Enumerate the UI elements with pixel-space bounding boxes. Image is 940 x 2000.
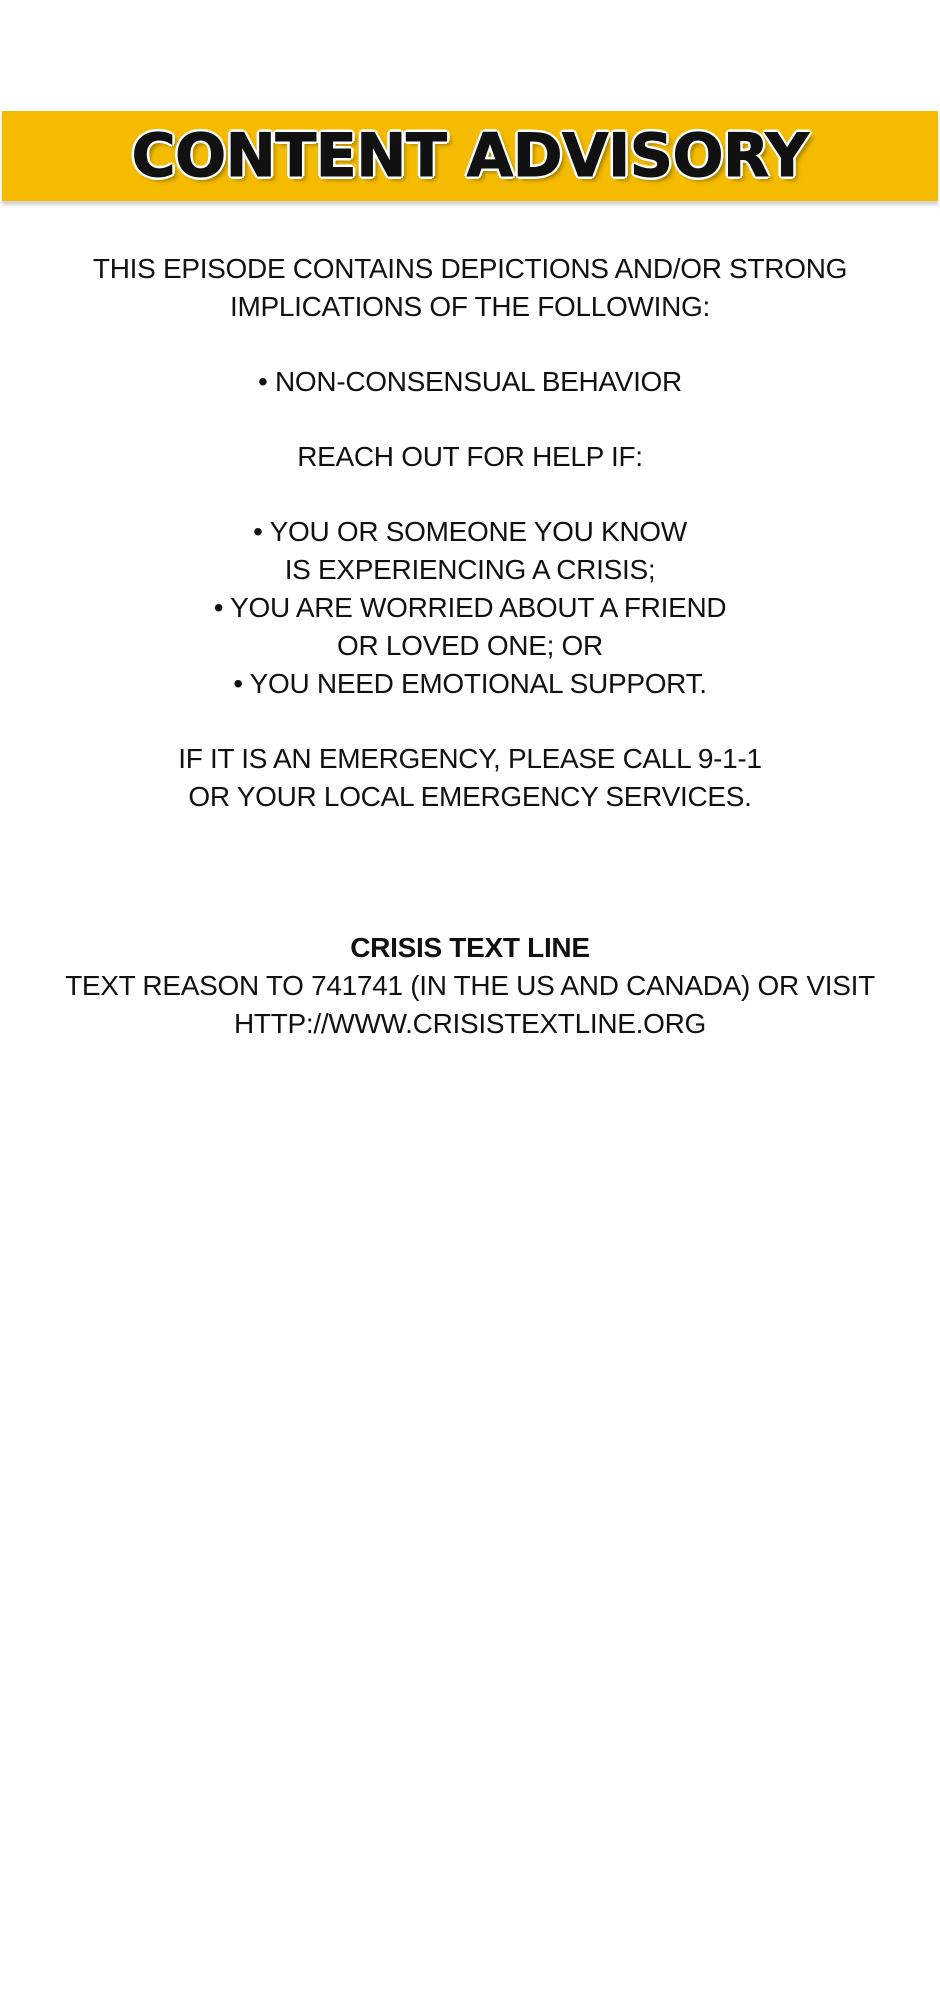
emergency-paragraph (0, 740, 940, 816)
help-line: OR LOVED ONE; OR (337, 630, 603, 661)
help-list (0, 513, 940, 703)
spacer (0, 853, 940, 929)
intro-line: IMPLICATIONS OF THE FOLLOWING: (229, 291, 711, 322)
intro-paragraph (0, 250, 940, 326)
intro-line: THIS EPISODE CONTAINS DEPICTIONS AND/OR STRONG (92, 253, 848, 284)
banner-title: CONTENT ADVISORY (131, 121, 809, 191)
help-line: • YOU ARE WORRIED ABOUT A FRIEND (213, 592, 727, 623)
advisory-banner (2, 111, 938, 201)
topic-item: • NON-CONSENSUAL BEHAVIOR (258, 366, 682, 397)
emergency-line: OR YOUR LOCAL EMERGENCY SERVICES. (188, 781, 752, 812)
topic-list (0, 363, 940, 401)
help-line: • YOU NEED EMOTIONAL SUPPORT. (233, 668, 707, 699)
help-line: IS EXPERIENCING A CRISIS; (284, 554, 656, 585)
resource-line: TEXT REASON TO 741741 (IN THE US AND CANADA) OR VISIT (65, 970, 875, 1001)
resource-name: CRISIS TEXT LINE (350, 932, 590, 963)
resource-url: HTTP://WWW.CRISISTEXTLINE.ORG (234, 1008, 706, 1039)
help-heading-paragraph (0, 438, 940, 476)
resource-block (0, 929, 940, 1043)
help-heading: REACH OUT FOR HELP IF: (297, 441, 643, 472)
advisory-content (0, 250, 940, 1080)
help-line: • YOU OR SOMEONE YOU KNOW (253, 516, 687, 547)
emergency-line: IF IT IS AN EMERGENCY, PLEASE CALL 9-1-1 (178, 743, 762, 774)
